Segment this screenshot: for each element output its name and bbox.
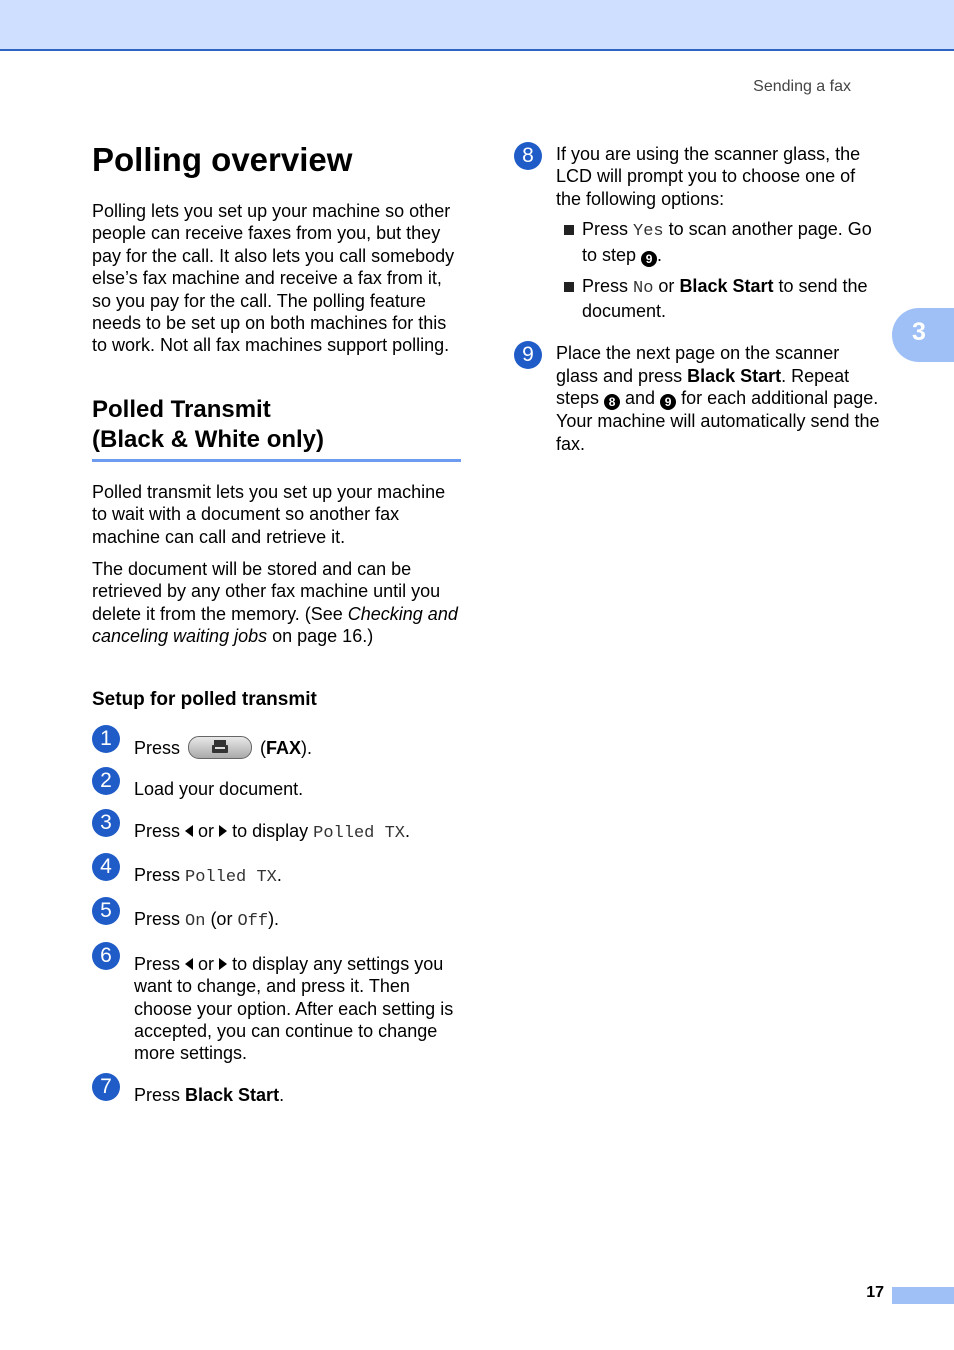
lcd-option-off: Off bbox=[237, 912, 269, 932]
step-9-text bbox=[556, 342, 884, 410]
step-3-or: or bbox=[198, 820, 215, 841]
step-1-press: Press bbox=[134, 737, 181, 758]
step-7-end: . bbox=[279, 1084, 285, 1105]
section-rule bbox=[92, 459, 461, 462]
step-6-rest: to display any settings you want to change, and press it. Then choose your option. After each setting is accepted, you can continue to change more settings. bbox=[134, 953, 454, 1064]
page-number-bar bbox=[892, 1287, 954, 1304]
option-no-mid: or bbox=[653, 275, 680, 296]
step-number-3: 3 bbox=[92, 809, 120, 837]
black-start-label: Black Start bbox=[185, 1084, 280, 1105]
step-number-8: 8 bbox=[514, 142, 542, 170]
step-ref-9: 9 bbox=[660, 394, 676, 410]
right-arrow-icon bbox=[219, 958, 227, 970]
step-7-press: Press bbox=[134, 1084, 186, 1105]
section-title-line1: Polled Transmit bbox=[92, 395, 271, 423]
step-5-end: ). bbox=[268, 909, 280, 930]
option-yes bbox=[556, 218, 884, 266]
lcd-option-on: On bbox=[185, 912, 206, 932]
step-2-text: Load your document. bbox=[134, 779, 304, 800]
step-number-5: 5 bbox=[92, 897, 120, 925]
right-column bbox=[514, 143, 884, 475]
step-number-6: 6 bbox=[92, 942, 120, 970]
step-number-2: 2 bbox=[92, 767, 120, 795]
lcd-option-no: No bbox=[633, 278, 654, 298]
step-3-press: Press bbox=[134, 820, 181, 841]
step-1 bbox=[92, 726, 464, 759]
storage-paragraph bbox=[92, 558, 464, 648]
option-yes-mid: to scan another page. Go to step bbox=[582, 219, 872, 265]
black-start-label: Black Start bbox=[679, 275, 774, 296]
fax-button[interactable] bbox=[188, 736, 252, 759]
bullet-square-icon bbox=[564, 282, 574, 292]
lcd-option-yes: Yes bbox=[633, 222, 664, 242]
step-5-mid: (or bbox=[205, 909, 238, 930]
option-no bbox=[556, 275, 884, 323]
step-number-7: 7 bbox=[92, 1073, 120, 1101]
black-start-label: Black Start bbox=[687, 365, 782, 386]
step-9-t2: . Repeat steps bbox=[556, 365, 850, 409]
step-9-t4: for each additional page. bbox=[676, 388, 879, 409]
step-9 bbox=[514, 342, 884, 455]
step-5 bbox=[92, 899, 464, 933]
step-5-press: Press bbox=[134, 909, 181, 930]
step-8 bbox=[514, 143, 884, 322]
step-3-end: . bbox=[404, 820, 410, 841]
step-6-press: Press bbox=[134, 953, 181, 974]
intro-paragraph: Polling lets you set up your machine so other people can receive faxes from you, but they pay for the call. It also lets you call somebody else’s fax machine and receive a fax from it, so you pay for the call. The polling feature needs to be set up on both machines for this to work. Not all fax machines support polling. bbox=[92, 201, 455, 356]
step-3-mid: to display bbox=[232, 820, 309, 841]
option-yes-end: . bbox=[657, 244, 663, 265]
step-7 bbox=[92, 1074, 464, 1106]
fax-label: FAX bbox=[266, 737, 302, 758]
left-arrow-icon bbox=[185, 958, 193, 970]
page-title: Polling overview bbox=[92, 141, 353, 178]
section-title bbox=[92, 395, 464, 455]
step-number-4: 4 bbox=[92, 853, 120, 881]
fax-icon bbox=[211, 740, 229, 754]
option-no-end: to send the document. bbox=[582, 275, 868, 322]
step-8-options bbox=[556, 218, 884, 322]
step-4 bbox=[92, 854, 464, 889]
lcd-option-polled-tx: Polled TX bbox=[313, 823, 405, 843]
step-4-press: Press bbox=[134, 864, 181, 885]
step-number-9: 9 bbox=[514, 341, 542, 369]
right-arrow-icon bbox=[219, 825, 227, 837]
step-4-end: . bbox=[276, 864, 282, 885]
storage-text-start: The document will be stored and can be retrieved by any other fax machine until you delete it from the memory. (See bbox=[92, 559, 441, 624]
step-3 bbox=[92, 810, 464, 845]
step-ref-9: 9 bbox=[641, 251, 657, 267]
step-9-t3: and bbox=[620, 388, 661, 409]
step-9-result: Your machine will automatically send the fax. bbox=[556, 411, 880, 454]
storage-text-end: on page 16.) bbox=[267, 626, 374, 647]
step-6-or: or bbox=[198, 953, 215, 974]
step-1-open: ( bbox=[255, 737, 267, 758]
step-8-text: If you are using the scanner glass, the LCD will prompt you to choose one of the following options: bbox=[556, 144, 861, 209]
section-title-line2: (Black & White only) bbox=[92, 425, 325, 453]
setup-subheading: Setup for polled transmit bbox=[92, 688, 317, 710]
step-9-t1: Place the next page on the scanner glass and press bbox=[556, 343, 840, 386]
setup-steps bbox=[92, 726, 464, 1106]
left-column bbox=[92, 140, 464, 1125]
continued-steps bbox=[514, 143, 884, 455]
polled-transmit-paragraph: Polled transmit lets you set up your machine to wait with a document so another fax machine can call and retrieve it. bbox=[92, 481, 446, 547]
bullet-square-icon bbox=[564, 225, 574, 235]
running-header: Sending a fax bbox=[753, 78, 851, 95]
option-yes-press: Press bbox=[582, 219, 634, 240]
left-arrow-icon bbox=[185, 825, 193, 837]
chapter-tab bbox=[892, 308, 954, 362]
top-band bbox=[0, 0, 954, 51]
cross-reference-link[interactable]: Checking and canceling waiting jobs bbox=[92, 603, 458, 647]
step-2 bbox=[92, 769, 464, 800]
option-no-press: Press bbox=[582, 275, 634, 296]
step-1-close: ). bbox=[301, 737, 313, 758]
step-ref-8: 8 bbox=[604, 394, 620, 410]
step-number-1: 1 bbox=[92, 725, 120, 753]
page-number: 17 bbox=[866, 1284, 884, 1301]
chapter-tab-number: 3 bbox=[912, 318, 926, 346]
lcd-option-polled-tx: Polled TX bbox=[185, 867, 277, 887]
step-6 bbox=[92, 943, 464, 1065]
